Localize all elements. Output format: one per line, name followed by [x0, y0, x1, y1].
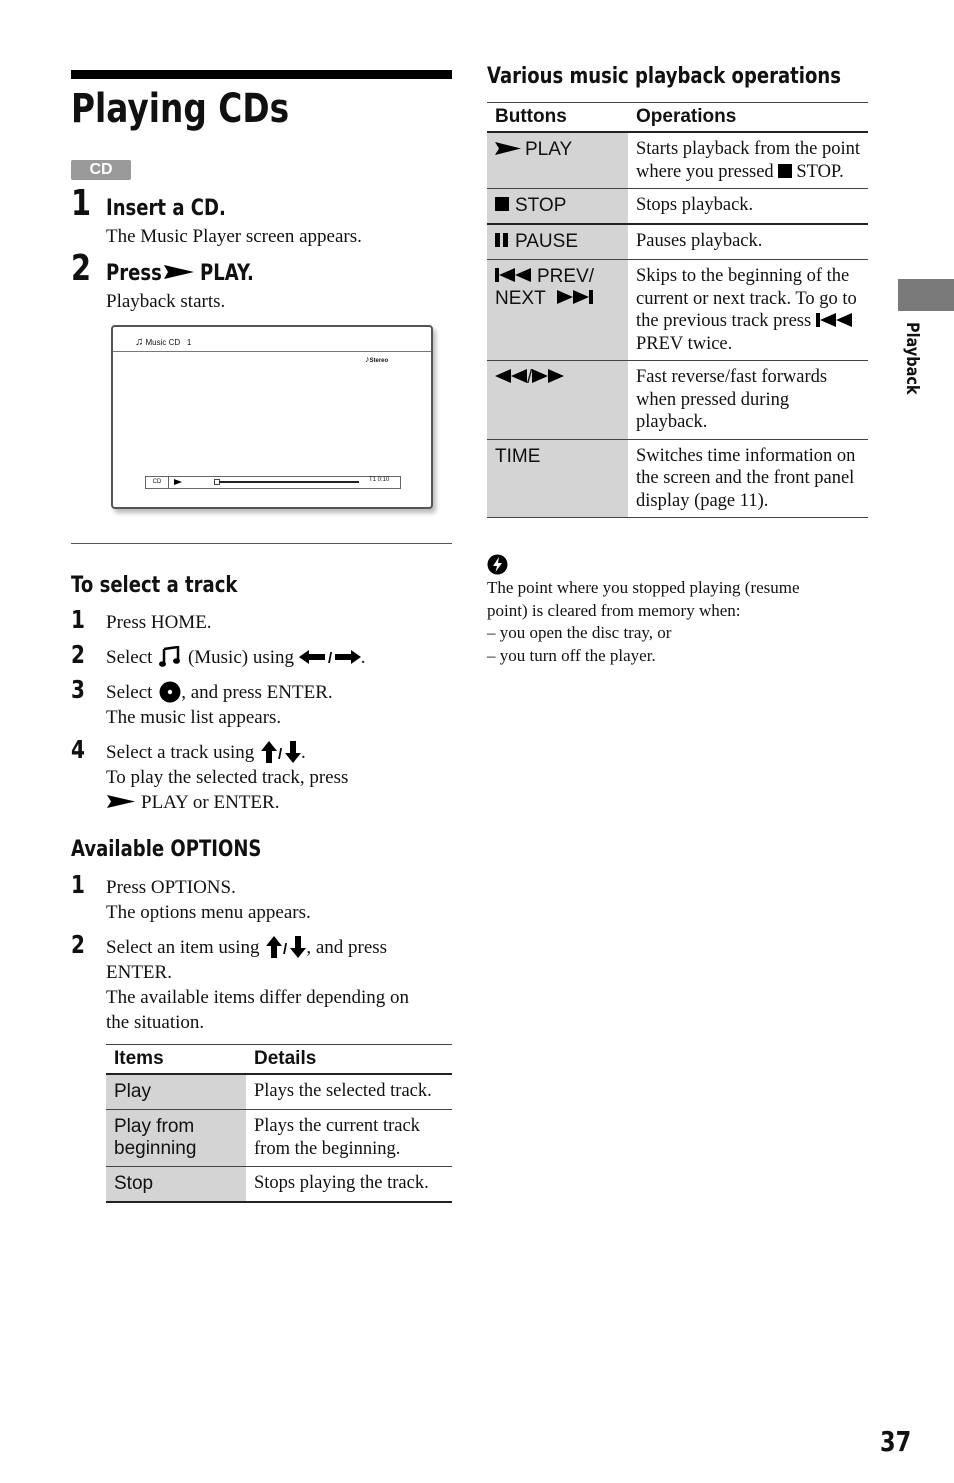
- cd-badge: CD: [71, 160, 131, 180]
- left-right-arrows-icon: [299, 648, 361, 666]
- table-header: Buttons: [487, 103, 628, 133]
- side-tab: [898, 279, 954, 311]
- table-header-row: [487, 103, 868, 133]
- table-cell: Stops playback.: [628, 189, 868, 225]
- table-row: [487, 224, 868, 260]
- section-heading: Available OPTIONS: [71, 837, 262, 862]
- step-subtext: ENTER.: [106, 962, 172, 983]
- step-heading: Insert a CD.: [106, 196, 226, 221]
- table-cell: Starts playback from the point where you pressed STOP.: [628, 132, 868, 189]
- step-text: Select , and press ENTER.: [106, 682, 333, 703]
- step-heading-pre: Press: [106, 261, 162, 286]
- table-row: [106, 1167, 452, 1203]
- table-cell: Play from beginning: [106, 1110, 246, 1167]
- step-body: The Music Player screen appears.: [106, 226, 362, 247]
- hint-line: – you turn off the player.: [487, 645, 656, 665]
- side-tab-label-wrap: [900, 322, 922, 402]
- music-player-screen: [111, 325, 433, 509]
- section-divider: [71, 543, 452, 544]
- stop-icon: [495, 197, 509, 211]
- table-cell: Fast reverse/fast forwards when pressed during playback.: [628, 361, 868, 440]
- table-row: [487, 439, 868, 518]
- step-text: Select (Music) using / .: [106, 647, 366, 668]
- stop-icon: [778, 164, 792, 178]
- music-note-icon: ♫: [135, 336, 144, 348]
- table-row: [106, 1110, 452, 1167]
- step-text: Press OPTIONS.: [106, 877, 236, 898]
- operations-table: [487, 102, 868, 518]
- step-number: 2: [71, 248, 92, 289]
- stereo-indicator: ♪Stereo: [365, 354, 389, 364]
- table-cell: Play: [106, 1074, 246, 1110]
- table-cell: Plays the current track from the beginning.: [246, 1110, 452, 1167]
- up-down-arrows-icon: [261, 741, 301, 763]
- fast-reverse-icon: [495, 369, 527, 383]
- table-cell: Switches time information on the screen and the front panel display (page 11).: [628, 439, 868, 518]
- pause-icon: [495, 233, 509, 247]
- step-subtext: The available items differ depending on: [106, 987, 410, 1008]
- step-subtext: To play the selected track, press: [106, 767, 349, 788]
- table-cell: PREV/ NEXT: [487, 260, 628, 361]
- step-number: 3: [71, 675, 85, 704]
- table-row: [487, 189, 868, 225]
- play-icon: [495, 142, 521, 155]
- step-number: 1: [71, 183, 92, 224]
- step-text: Select a track using / .: [106, 742, 306, 763]
- table-cell: /: [487, 361, 628, 440]
- step-number: 2: [71, 640, 85, 669]
- table-cell: TIME: [487, 439, 628, 518]
- table-cell: Stops playing the track.: [246, 1167, 452, 1203]
- table-row: [487, 361, 868, 440]
- note-icon: ♪: [365, 354, 370, 364]
- section-heading: Various music playback operations: [487, 64, 841, 89]
- table-header: Operations: [628, 103, 868, 133]
- hint-text: [487, 577, 800, 667]
- prev-icon: [495, 268, 531, 282]
- step-number: 2: [71, 930, 85, 959]
- step-heading-post: PLAY.: [200, 261, 254, 286]
- table-cell: STOP: [487, 189, 628, 225]
- step-subtext: The music list appears.: [106, 707, 282, 728]
- table-cell: PLAY: [487, 132, 628, 189]
- play-icon: [107, 795, 135, 808]
- page-title: Playing CDs: [71, 86, 290, 132]
- hint-line: The point where you stopped playing (resume: [487, 578, 800, 597]
- table-cell: Plays the selected track.: [246, 1074, 452, 1110]
- next-icon: [557, 290, 593, 304]
- play-icon: [164, 265, 194, 279]
- side-tab-label: Playback: [902, 322, 922, 395]
- step-subtext: PLAY or ENTER.: [141, 792, 280, 813]
- table-header: Details: [246, 1045, 452, 1075]
- screen-header-label: Music CD: [145, 338, 181, 347]
- table-cell: PAUSE: [487, 224, 628, 260]
- svg-text:/: /: [327, 650, 332, 667]
- table-cell: Skips to the beginning of the current or next track. To go to the previous track press PREV twice.: [628, 260, 868, 361]
- table-header-row: [106, 1045, 452, 1075]
- progress-bar: [219, 481, 359, 483]
- up-down-arrows-icon: [266, 936, 306, 958]
- table-cell: Pauses playback.: [628, 224, 868, 260]
- table-row: [487, 260, 868, 361]
- table-row: [487, 132, 868, 189]
- hint-line: point) is cleared from memory when:: [487, 600, 741, 620]
- options-table: [106, 1044, 452, 1203]
- step-body: Playback starts.: [106, 291, 226, 312]
- hint-line: – you open the disc tray, or: [487, 623, 672, 642]
- table-header: Items: [106, 1045, 246, 1075]
- svg-text:/: /: [278, 745, 283, 763]
- step-number: 1: [71, 605, 85, 634]
- screen-header-number: 1: [186, 338, 192, 347]
- table-cell: Stop: [106, 1167, 246, 1203]
- screen-header: [135, 336, 191, 348]
- step-text: Select an item using / , and press: [106, 937, 388, 958]
- step-number: 4: [71, 735, 85, 764]
- title-bar: [71, 70, 452, 79]
- fast-forward-icon: [532, 369, 564, 383]
- page-number: 37: [880, 1425, 912, 1458]
- disc-icon: [159, 681, 181, 703]
- track-time: T1 0:10: [369, 477, 390, 483]
- step-subtext: the situation.: [106, 1012, 205, 1033]
- step-number: 1: [71, 870, 85, 899]
- prev-icon: [816, 313, 852, 327]
- svg-text:/: /: [283, 940, 288, 958]
- music-icon: [159, 646, 181, 668]
- screen-cd-badge: CD: [145, 476, 169, 489]
- table-row: [106, 1074, 452, 1110]
- step-text: Press HOME.: [106, 612, 212, 633]
- step-subtext: The options menu appears.: [106, 902, 311, 923]
- section-heading: To select a track: [71, 573, 238, 598]
- hint-icon: [487, 554, 508, 575]
- play-icon: [174, 479, 182, 485]
